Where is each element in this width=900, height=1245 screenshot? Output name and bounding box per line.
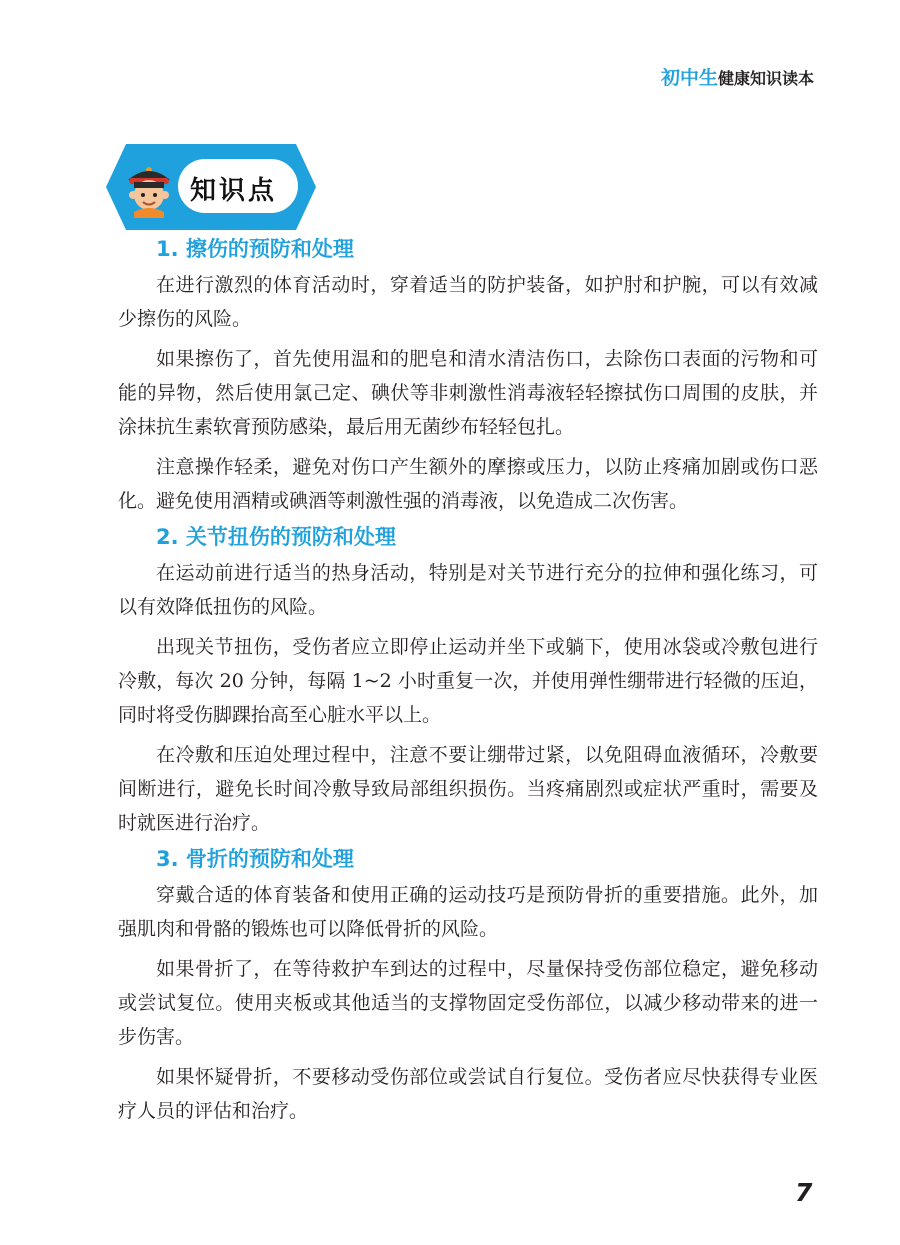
header-title: 健康知识读本 [717,69,814,88]
paragraph: 穿戴合适的体育装备和使用正确的运动技巧是预防骨折的重要措施。此外，加强肌肉和骨骼的锻炼也可以降低骨折的风险。 [118,884,818,940]
paragraph: 如果擦伤了，首先使用温和的肥皂和清水清洁伤口，去除伤口表面的污物和可能的异物，然后使用氯己定、碘伏等非刺激性消毒液轻轻擦拭伤口周围的皮肤，并涂抹抗生素软膏预防感染，最后用无菌纱布轻轻包扎。 [118,348,818,438]
paragraph: 在运动前进行适当的热身活动，特别是对关节进行充分的拉伸和强化练习，可以有效降低扭伤的风险。 [118,562,818,618]
article-content [118,230,818,1128]
running-header [661,63,814,90]
section-heading: 1. 擦伤的预防和处理 [156,237,354,261]
paragraph: 出现关节扭伤，受伤者应立即停止运动并坐下或躺下，使用冰袋或冷敷包进行冷敷，每次 20 分钟，每隔 1~2 小时重复一次，并使用弹性绷带进行轻微的压迫，同时将受伤脚踝抬高至心脏水平以上。 [118,636,818,726]
section-heading: 3. 骨折的预防和处理 [156,847,354,871]
knowledge-badge [104,140,318,234]
student-avatar-icon [122,158,176,218]
paragraph: 如果怀疑骨折，不要移动受伤部位或尝试自行复位。受伤者应尽快获得专业医疗人员的评估和治疗。 [118,1066,818,1122]
badge-title: 知识点 [190,176,278,206]
paragraph: 在进行激烈的体育活动时，穿着适当的防护装备，如护肘和护腕，可以有效减少擦伤的风险。 [118,274,818,330]
paragraph: 如果骨折了，在等待救护车到达的过程中，尽量保持受伤部位稳定，避免移动或尝试复位。使用夹板或其他适当的支撑物固定受伤部位，以减少移动带来的进一步伤害。 [118,958,818,1048]
section-heading: 2. 关节扭伤的预防和处理 [156,525,396,549]
header-accent: 初中生 [660,67,718,89]
page-number: 7 [795,1178,813,1207]
paragraph: 在冷敷和压迫处理过程中，注意不要让绷带过紧，以免阻碍血液循环，冷敷要间断进行，避免长时间冷敷导致局部组织损伤。当疼痛剧烈或症状严重时，需要及时就医进行治疗。 [118,744,818,834]
paragraph: 注意操作轻柔，避免对伤口产生额外的摩擦或压力，以防止疼痛加剧或伤口恶化。避免使用酒精或碘酒等刺激性强的消毒液，以免造成二次伤害。 [118,456,818,512]
